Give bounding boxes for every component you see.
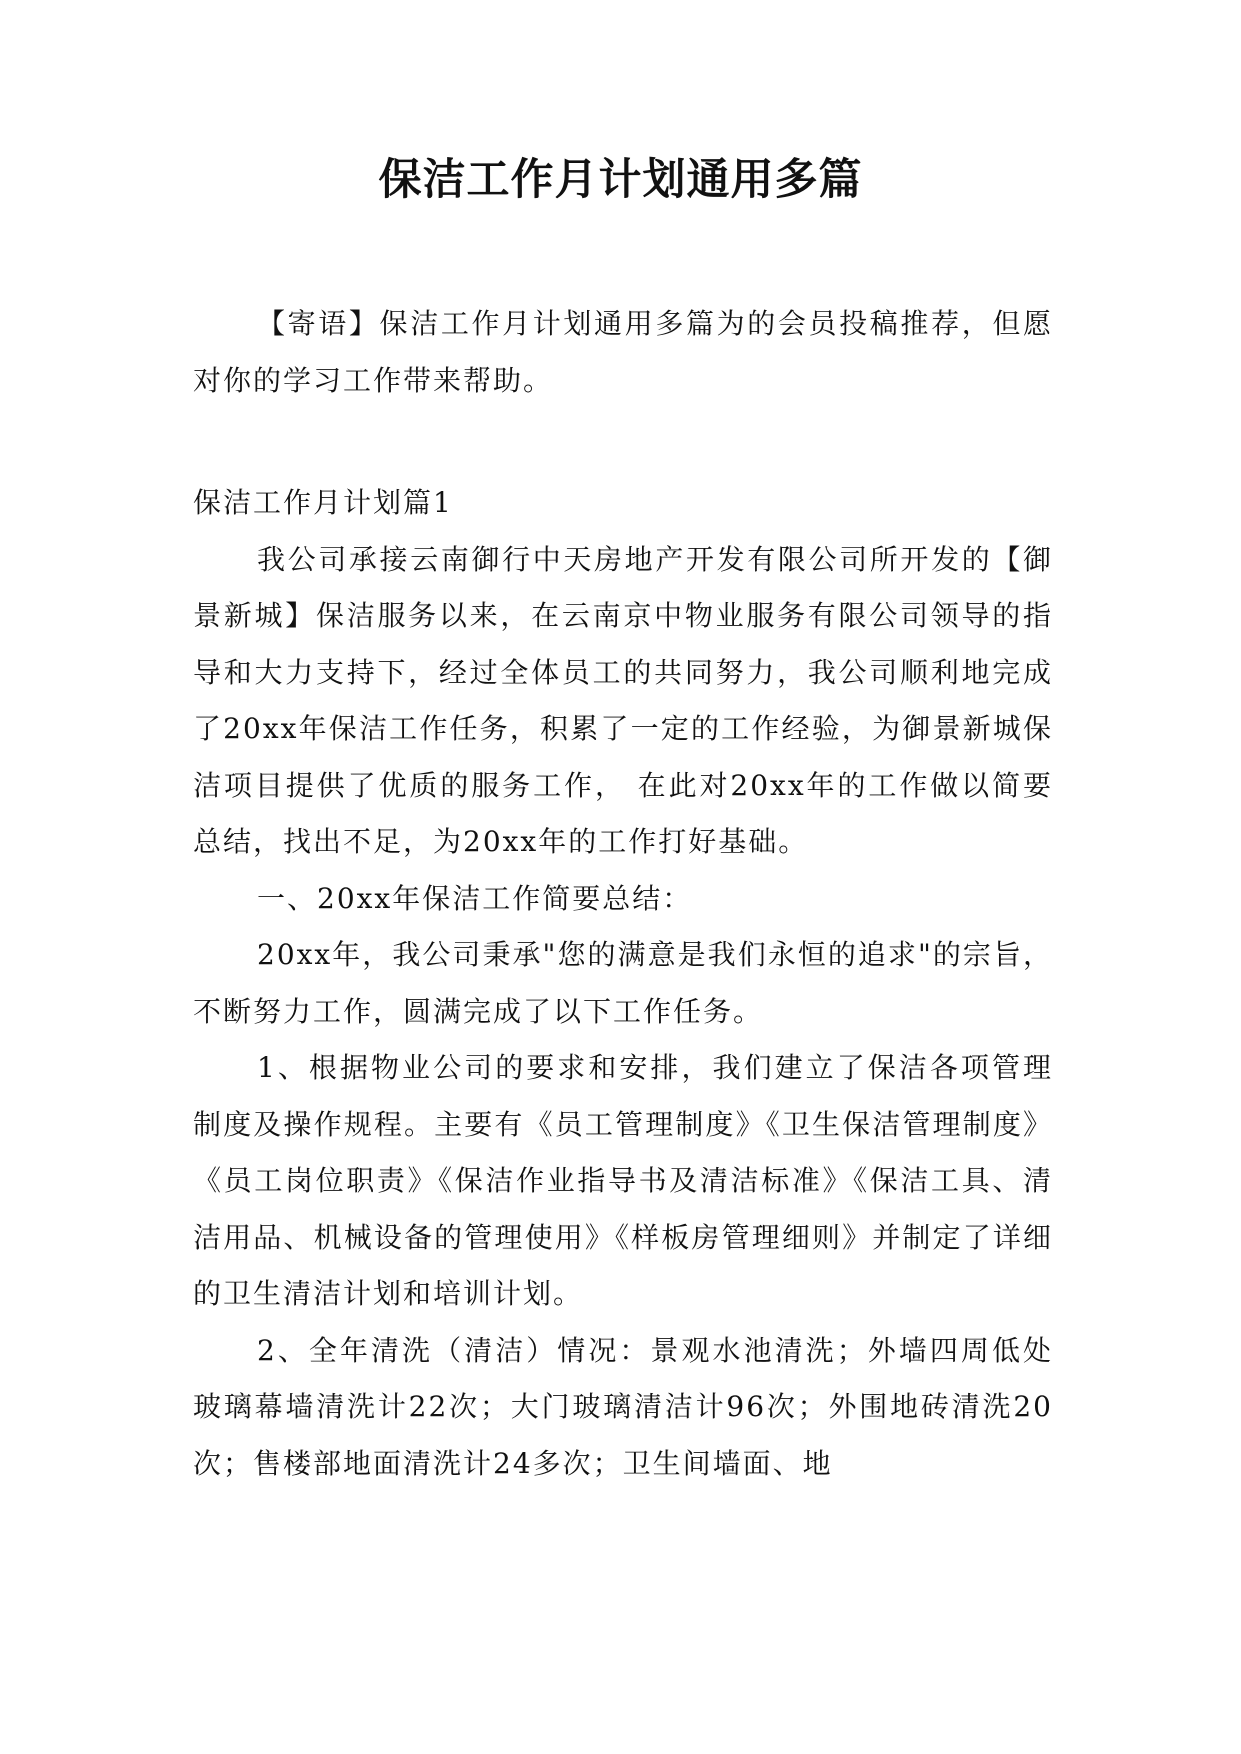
intro-paragraph: 【寄语】保洁工作月计划通用多篇为的会员投稿推荐，但愿对你的学习工作带来帮助。 — [193, 307, 1053, 397]
body-paragraph: 1、根据物业公司的要求和安排，我们建立了保洁各项管理制度及操作规程。主要有《员工管理制度》《卫生保洁管理制度》《员工岗位职责》《保洁作业指导书及清洁标准》《保洁工具、清洁用品、机械设备的管理使用》《样板房管理细则》并制定了详细的卫生清洁计划和培训计划。 — [193, 1051, 1053, 1310]
body-paragraph: 一、20xx年保洁工作简要总结： — [257, 881, 693, 915]
section-heading: 保洁工作月计划篇1 — [193, 486, 453, 519]
section-spacer — [193, 409, 1053, 475]
document-body — [193, 296, 1053, 1492]
document-title: 保洁工作月计划通用多篇 — [378, 155, 863, 205]
body-paragraph: 20xx年，我公司秉承"您的满意是我们永恒的追求"的宗旨，不断努力工作，圆满完成了以下工作任务。 — [193, 938, 1053, 1028]
body-paragraph: 我公司承接云南御行中天房地产开发有限公司所开发的【御景新城】保洁服务以来，在云南京中物业服务有限公司领导的指导和大力支持下，经过全体员工的共同努力，我公司顺利地完成了20xx年保洁工作任务，积累了一定的工作经验，为御景新城保洁项目提供了优质的服务工作， 在此对20xx年的工作做以简要总结，找出不足，为20xx年的工作打好基础。 — [193, 542, 1053, 858]
body-paragraph: 2、全年清洗（清洁）情况：景观水池清洗；外墙四周低处玻璃幕墙清洗计22次；大门玻璃清洁计96次；外围地砖清洗20次；售楼部地面清洗计24多次；卫生间墙面、地 — [193, 1333, 1053, 1480]
